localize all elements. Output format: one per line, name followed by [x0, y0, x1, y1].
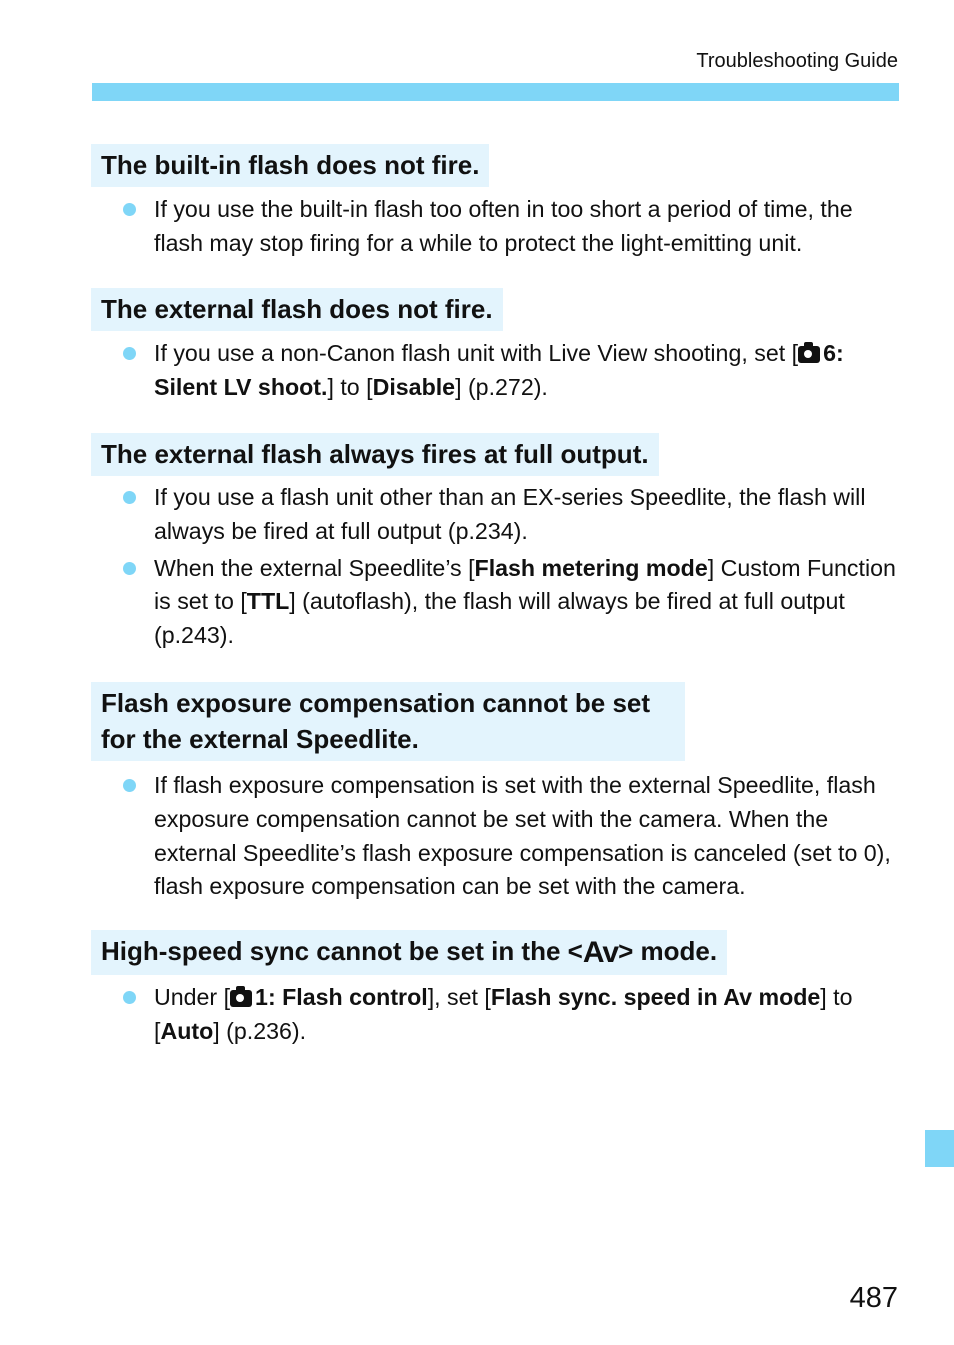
camera-shooting-icon — [798, 346, 820, 363]
item-text: If you use the built-in flash too often in too short a period of time, the flash may stop firing for a while to protect the light-emitting unit. — [154, 196, 853, 256]
av-mode-icon: Av — [582, 936, 619, 969]
heading-post: > mode. — [618, 936, 718, 966]
bullet-icon — [123, 779, 136, 792]
list-item — [91, 981, 906, 1049]
item-text-mid: ], set [ — [427, 984, 491, 1010]
section-builtin-flash — [91, 144, 906, 261]
section-heading — [91, 930, 727, 975]
item-text-pre: Under [ — [154, 984, 231, 1010]
bullet-list — [91, 981, 906, 1049]
section-flash-exposure-comp — [91, 682, 906, 904]
list-item — [91, 337, 906, 405]
bullet-list — [91, 193, 906, 261]
item-text-mid-2: ] to [ — [154, 984, 853, 1044]
list-item — [91, 193, 906, 261]
heading-line-1: Flash exposure compensation cannot be set — [101, 688, 651, 718]
header-accent-bar — [92, 83, 899, 101]
page-number: 487 — [849, 1282, 898, 1314]
item-text: If you use a flash unit other than an EX-series Speedlite, the flash will always be fired at full output (p.234). — [154, 484, 866, 544]
item-text-pre: When the external Speedlite’s [ — [154, 554, 475, 581]
item-text-mid: ] Custom Function is set to [ — [154, 554, 896, 615]
custom-function-name: Flash metering mode — [474, 554, 708, 581]
list-item — [91, 552, 906, 653]
menu-setting-name: 6: Silent LV shoot. — [154, 340, 844, 400]
custom-function-value: TTL — [246, 588, 290, 615]
running-head: Troubleshooting Guide — [696, 50, 898, 72]
menu-setting-name-2: Flash sync. speed in Av mode — [490, 984, 821, 1010]
chapter-thumb-tab — [925, 1130, 954, 1167]
bullet-icon — [123, 562, 136, 575]
heading-pre: High-speed sync cannot be set in the < — [101, 936, 583, 966]
section-heading: The built-in flash does not fire. — [91, 144, 489, 187]
bullet-list — [91, 337, 906, 405]
item-text-post: ] (p.236). — [213, 1017, 307, 1044]
bullet-icon — [123, 347, 136, 360]
item-text-post: ] (autoflash), the flash will always be fired at full output (p.243). — [154, 588, 845, 649]
bullet-list — [91, 769, 906, 904]
item-text: If flash exposure compensation is set with the external Speedlite, flash exposure compensation cannot be set with the camera. When the external Speedlite’s flash exposure compensation is canceled (set to 0), flash exposure compensation can be set with the camera. — [154, 772, 891, 900]
menu-option-value: Disable — [372, 373, 456, 400]
menu-setting-name: 1: Flash control — [255, 984, 428, 1010]
bullet-icon — [123, 991, 136, 1004]
bullet-icon — [123, 491, 136, 504]
section-full-output — [91, 433, 906, 653]
item-text-post: ] (p.272). — [455, 373, 548, 400]
bullet-icon — [123, 203, 136, 216]
section-heading — [91, 682, 685, 761]
section-heading: The external flash does not fire. — [91, 288, 503, 331]
bullet-list — [91, 481, 906, 653]
section-high-speed-sync — [91, 930, 906, 1049]
section-heading: The external flash always fires at full output. — [91, 433, 659, 476]
list-item — [91, 769, 906, 904]
section-external-flash — [91, 288, 906, 405]
item-text-mid: ] to [ — [327, 373, 373, 400]
list-item — [91, 481, 906, 549]
camera-shooting-icon — [230, 990, 252, 1007]
heading-line-2: for the external Speedlite. — [101, 724, 419, 754]
menu-option-value: Auto — [160, 1017, 214, 1044]
item-text-pre: If you use a non-Canon flash unit with Live View shooting, set [ — [154, 340, 799, 366]
